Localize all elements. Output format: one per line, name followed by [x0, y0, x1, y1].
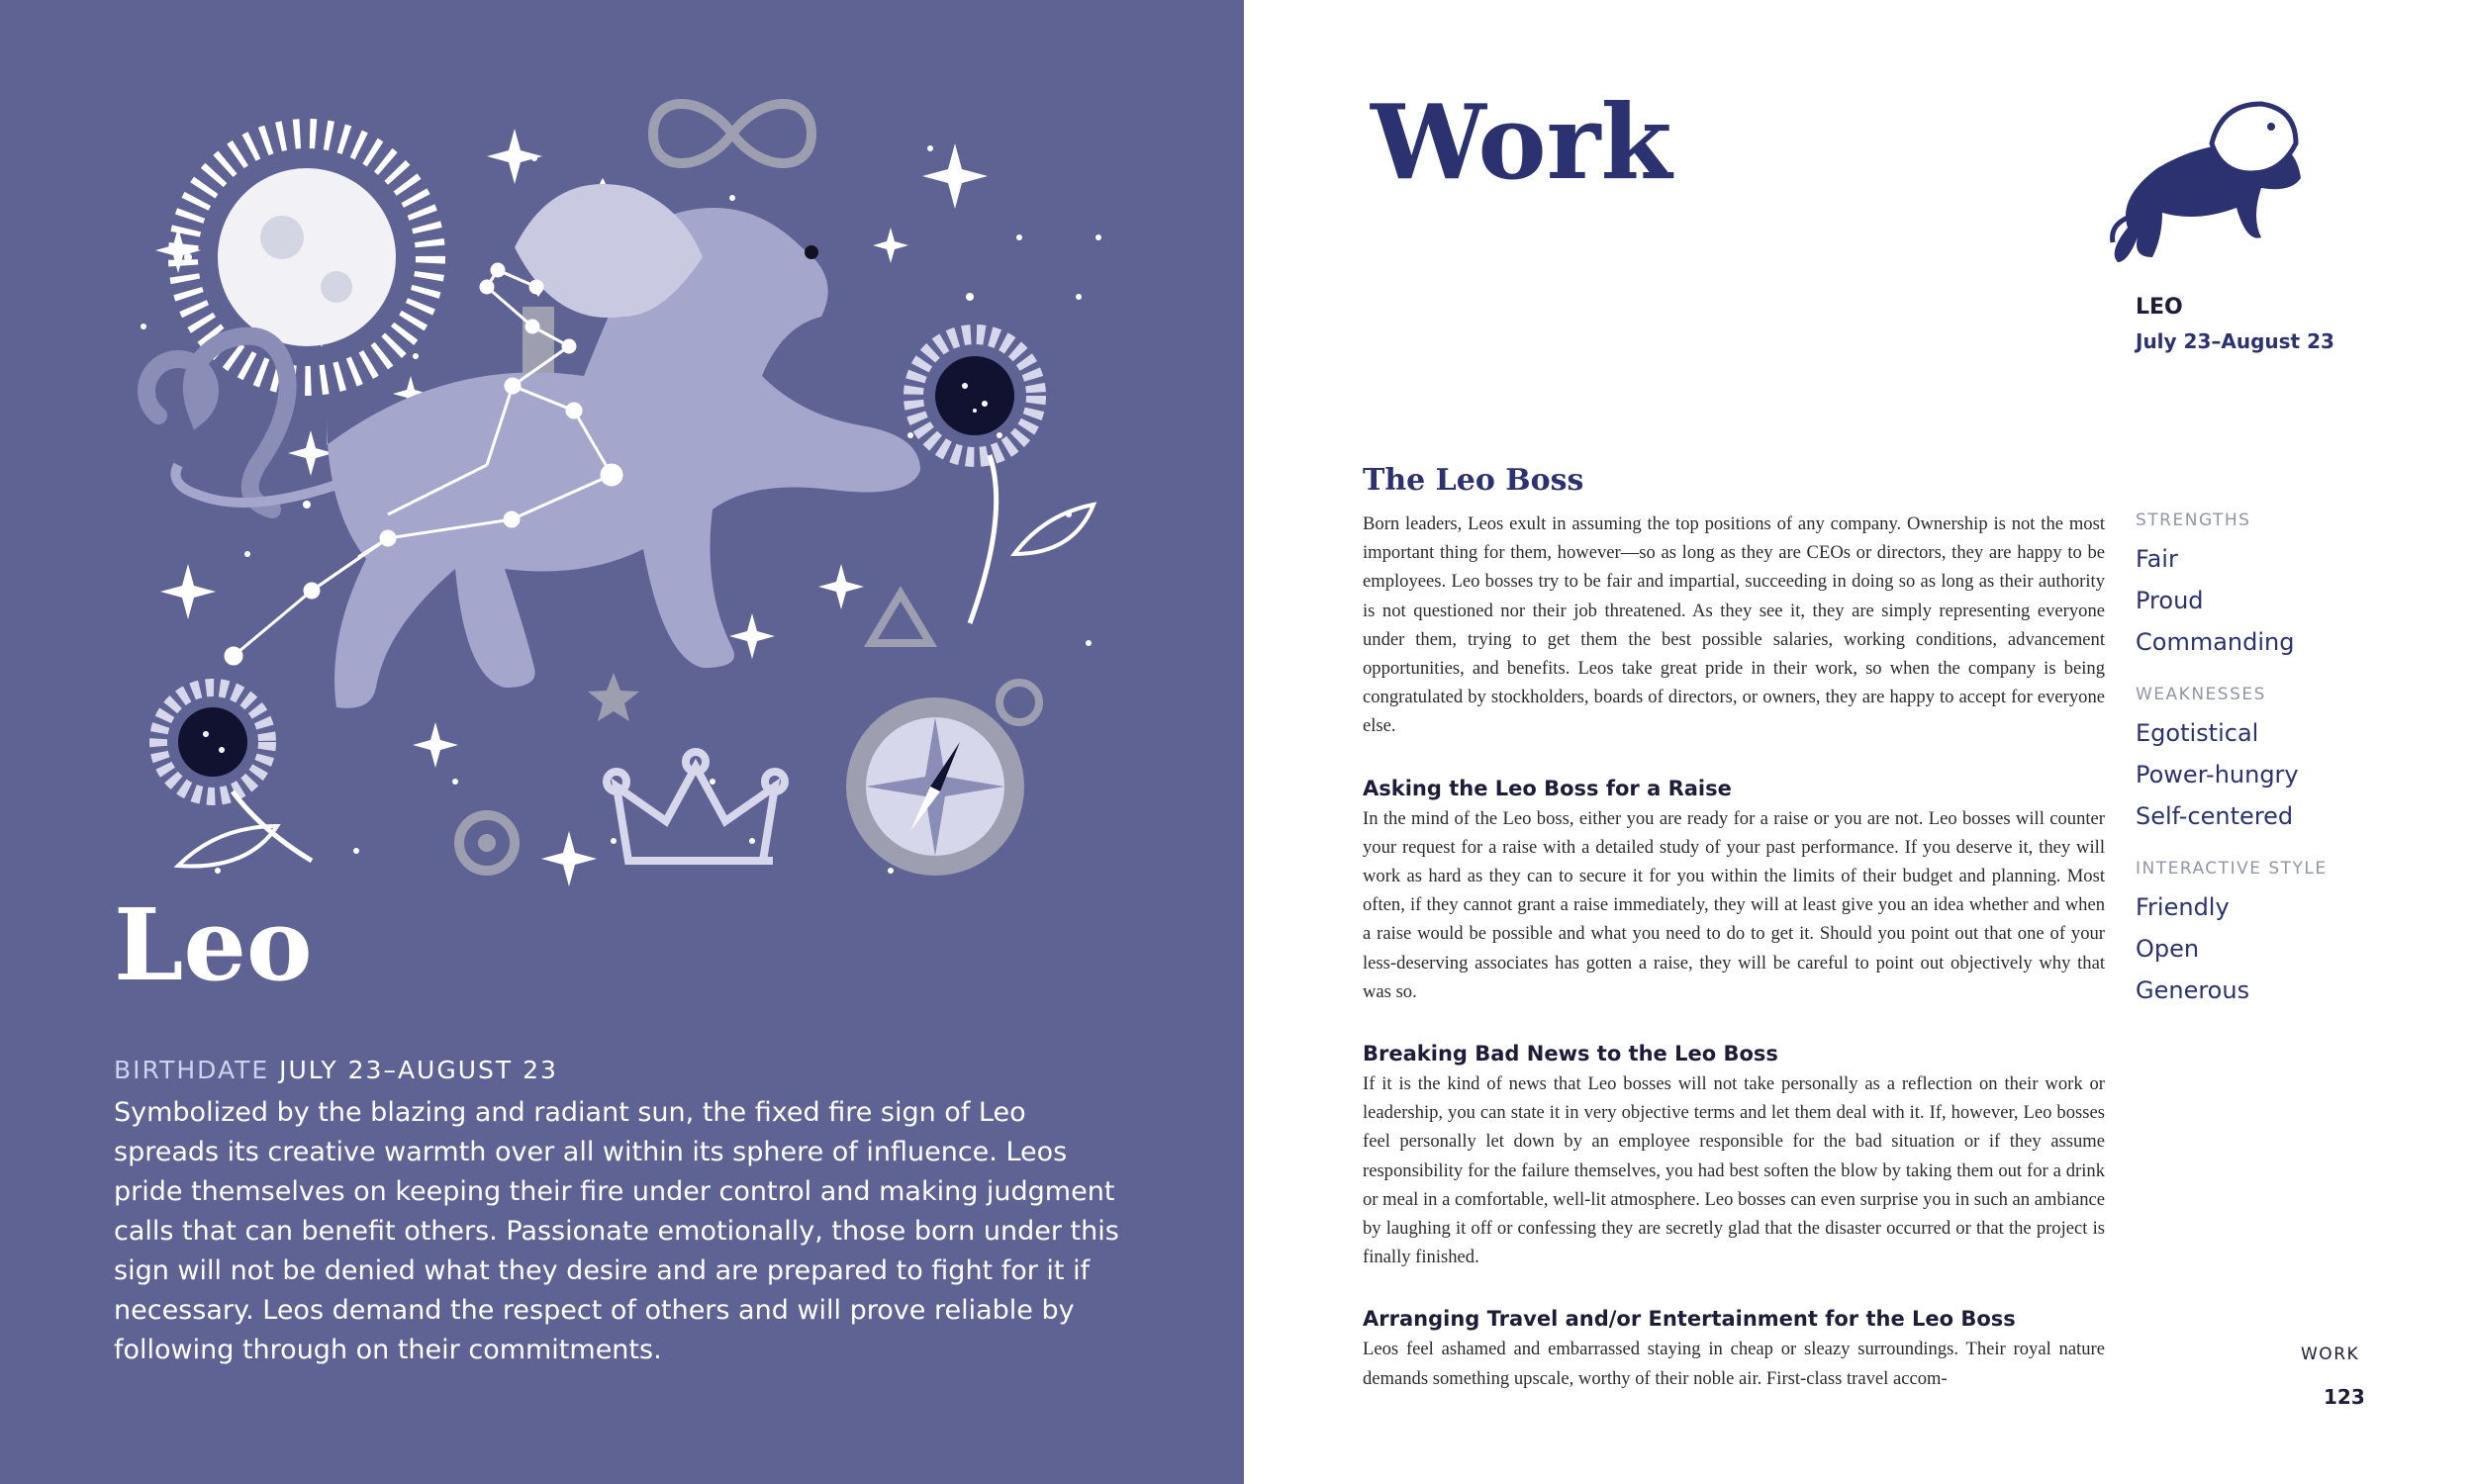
ring-icon — [459, 815, 515, 871]
trait-group-label: WEAKNESSES — [2136, 685, 2266, 704]
trait-group-weaknesses — [2136, 685, 2363, 837]
leo-illustration — [99, 89, 1158, 910]
subsection-body: In the mind of the Leo boss, either you are ready for a raise or you are not. Leo bosses will counter your request for a raise with a detailed study of your past performance. If you deserve it, they will work as hard as they can to secure it for you within the limits of their budget and planning. Most often, if they cannot grant a raise immediately, they will at least give you an idea whether and when a raise would be possible and what you need to do to get it. Should you point out that one of your less-deserving associates has gotten a raise, they will be careful to point out objectively why that was so. — [1363, 807, 2105, 1002]
trait-group-strengths — [2136, 510, 2363, 663]
trait-item: Power-hungry — [2136, 761, 2299, 788]
triangle-icon — [871, 594, 930, 643]
footer-section-label: WORK — [2301, 1345, 2360, 1364]
infinity-icon — [653, 104, 811, 163]
birthdate-label: BIRTHDATE — [114, 1056, 270, 1084]
page-number: 123 — [2324, 1385, 2365, 1409]
traits-sidebar — [2136, 510, 2363, 1033]
sunflower-small-icon — [158, 688, 312, 867]
trait-item: Proud — [2136, 587, 2204, 614]
sunflower-icon — [913, 334, 1094, 623]
trait-item: Self-centered — [2136, 802, 2294, 830]
star-icon — [588, 673, 639, 721]
trait-group-interactive-style — [2136, 859, 2363, 1011]
trait-item: Friendly — [2136, 893, 2230, 921]
trait-group-label: STRENGTHS — [2136, 510, 2251, 530]
birthdate-line — [114, 1056, 558, 1084]
page-title: Work — [1371, 81, 1672, 203]
subsection-heading: Arranging Travel and/or Entertainment for the Leo Boss — [1363, 1307, 2016, 1332]
section-title: The Leo Boss — [1363, 463, 1584, 498]
trait-item: Open — [2136, 935, 2200, 963]
subsection-body: If it is the kind of news that Leo bosses will not take personally as a reflection on their work or leadership, you can state it in very objective terms and let them deal with it. If, however, Leo bosses feel personally let down by an employee responsible for the bad situation or if they assume responsibility for the failure themselves, you had best soften the blow by taking them out for a drink or meal in a comfortable, well-lit atmosphere. Leo bosses can even surprise you in such an ambiance by laughing it off or confessing they are secretly glad that the disaster occurred or that the project is finally finished. — [1363, 1073, 2105, 1268]
article — [1363, 463, 2105, 1393]
birthdate-value: JULY 23–AUGUST 23 — [279, 1056, 558, 1084]
compass-icon — [846, 683, 1039, 876]
lion-icon — [2108, 99, 2301, 267]
sign-title: Leo — [114, 886, 313, 1003]
sign-name: LEO — [2136, 295, 2183, 320]
intro-paragraph: Born leaders, Leos exult in assuming the top positions of any company. Ownership is not the most important thing for them, however—so as long as they are CEOs or directors, they are happy to be employees. Leo bosses try to be fair and impartial, succeeding in doing so as long as their authority is not questioned nor their job threatened. As they see it, they are simply representing everyone under them, trying to get them the best possible salaries, working conditions, advancement opportunities, and benefits. Leos take great pride in their work, so when the company is being congratulated by stockholders, boards of directors, or owners, they are happy to accept for everyone else. — [1363, 513, 2105, 737]
sign-dates: July 23–August 23 — [2136, 329, 2334, 353]
trait-item: Fair — [2136, 545, 2178, 573]
sign-intro-text: Symbolized by the blazing and radiant sun, the fixed fire sign of Leo spreads its creative warmth over all within its sphere of influence. Leos pride themselves on keeping their fire under control and making judgment calls that can benefit others. Passionate emotionally, those born under this sign will not be denied what they desire and are prepared to fight for it if necessary. Leos demand the respect of others and will prove reliable by following through on their commitments. — [114, 1097, 1119, 1365]
trait-item: Commanding — [2136, 628, 2295, 656]
trait-group-label: INTERACTIVE STYLE — [2136, 859, 2328, 879]
subsection-body: Leos feel ashamed and embarrassed staying in cheap or sleazy surroundings. Their royal nature demands something upscale, worthy of their noble air. First-class travel accom- — [1363, 1339, 2105, 1389]
trait-item: Egotistical — [2136, 719, 2259, 747]
trait-item: Generous — [2136, 976, 2250, 1004]
subsection-heading: Breaking Bad News to the Leo Boss — [1363, 1042, 1778, 1067]
subsection-heading: Asking the Leo Boss for a Raise — [1363, 776, 1732, 800]
crown-icon — [607, 752, 785, 861]
